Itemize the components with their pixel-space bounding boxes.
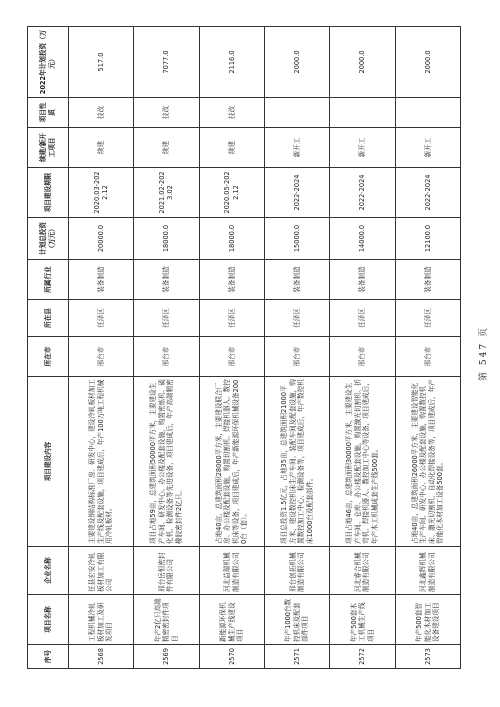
cell-plan-2022: 517.0 xyxy=(69,27,134,98)
cell-content: 占地40亩，总建筑面积28000平方米，主要建设联合厂房、办公楼及配套设施，购置切割机、焊接机器人、数控机床等设备，项目建成后，年产新能源环保机械设备2000台（套）。 xyxy=(199,377,264,547)
header-status: 续建/新开工项目 xyxy=(28,128,69,168)
cell-period: 2022-2024 xyxy=(330,168,395,218)
cell-nature: 技改 xyxy=(134,98,199,128)
cell-seq: 2572 xyxy=(330,645,395,669)
cell-county: 任泽区 xyxy=(199,300,264,337)
cell-content: 项目总投资1.5亿元，占地35亩，总建筑面积21000平方米，建设数控机床生产车间、装配车间及配套设施，购置数控加工中心、检测设备等，项目建成后，年产数控机床1000台及配套部件。 xyxy=(264,377,329,547)
cell-seq: 2569 xyxy=(134,645,199,669)
cell-company: 河北睿合机械制造有限公司 xyxy=(330,547,395,595)
cell-investment: 18000.0 xyxy=(199,218,264,260)
cell-status: 续建 xyxy=(69,128,134,168)
cell-company: 河北益瑞机械制造有限公司 xyxy=(199,547,264,595)
cell-industry: 装备制造 xyxy=(330,260,395,300)
cell-industry: 装备制造 xyxy=(264,260,329,300)
cell-project: 年产2亿只高端精密密封件项目 xyxy=(134,595,199,645)
header-period: 项目建设期限 xyxy=(28,168,69,218)
table-row xyxy=(330,27,395,669)
cell-city: 邢台市 xyxy=(264,337,329,377)
cell-investment: 12100.0 xyxy=(395,218,460,260)
cell-plan-2022: 2000.0 xyxy=(330,27,395,98)
header-content: 项目建设内容 xyxy=(28,377,69,547)
cell-investment: 15000.0 xyxy=(264,218,329,260)
cell-period: 2020.05-2022.12 xyxy=(199,168,264,218)
cell-county: 任泽区 xyxy=(134,300,199,337)
cell-seq: 2568 xyxy=(69,645,134,669)
header-county: 所在县 xyxy=(28,300,69,337)
cell-plan-2022: 2000.0 xyxy=(264,27,329,98)
table-row xyxy=(134,27,199,669)
cell-project: 年产1000台数控机床及配套部件项目 xyxy=(264,595,329,645)
cell-seq: 2573 xyxy=(395,645,460,669)
cell-project: 年产500套智能化木材加工设备建设项目 xyxy=(395,595,460,645)
table-row xyxy=(395,27,460,669)
header-seq: 序号 xyxy=(28,645,69,669)
header-city: 所在市 xyxy=(28,337,69,377)
cell-status: 新开工 xyxy=(264,128,329,168)
cell-seq: 2570 xyxy=(199,645,264,669)
cell-project: 新能源环保机械生产线建设项目 xyxy=(199,595,264,645)
cell-city: 邢台市 xyxy=(395,337,460,377)
cell-company: 河北鑫辉机械制造有限公司 xyxy=(395,547,460,595)
cell-status: 新开工 xyxy=(330,128,395,168)
cell-nature xyxy=(264,98,329,128)
header-plan-2022: 2022年计划投资（万元） xyxy=(28,27,69,98)
cell-city: 邢台市 xyxy=(330,337,395,377)
cell-company: 邢台岳恒密封件有限公司 xyxy=(134,547,199,595)
cell-county: 任泽区 xyxy=(330,300,395,337)
cell-status: 续建 xyxy=(134,128,199,168)
cell-company: 邢台创拓机械制造有限公司 xyxy=(264,547,329,595)
cell-industry: 装备制造 xyxy=(69,260,134,300)
cell-industry: 装备制造 xyxy=(134,260,199,300)
cell-content: 项目占地59亩，总建筑面积50000平方米，主要建设生产车间、研发中心、办公楼及配套设施，购置密炼机、硫化机、检测设备等先进设备，项目建成后，年产高端精密橡胶密封件2亿只。 xyxy=(134,377,199,547)
table-header-row xyxy=(28,27,69,669)
header-project: 项目名称 xyxy=(28,595,69,645)
cell-county: 任泽区 xyxy=(395,300,460,337)
cell-city: 邢台市 xyxy=(69,337,134,377)
project-table xyxy=(27,26,461,669)
cell-investment: 14000.0 xyxy=(330,218,395,260)
cell-project: 工程机械冷轧板材加工及研发项目 xyxy=(69,595,134,645)
cell-nature: 技改 xyxy=(69,98,134,128)
table-row xyxy=(69,27,134,669)
cell-investment: 20000.0 xyxy=(69,218,134,260)
cell-seq: 2571 xyxy=(264,645,329,669)
cell-plan-2022: 2000.0 xyxy=(395,27,460,98)
cell-nature xyxy=(395,98,460,128)
cell-plan-2022: 2116.0 xyxy=(199,27,264,98)
cell-project: 年产500套木工机械生产线项目 xyxy=(330,595,395,645)
cell-county: 任泽区 xyxy=(69,300,134,337)
cell-industry: 装备制造 xyxy=(199,260,264,300)
table-row xyxy=(264,27,329,669)
page-number: 第 547 页 xyxy=(479,326,489,381)
cell-county: 任泽区 xyxy=(264,300,329,337)
cell-city: 邢台市 xyxy=(134,337,199,377)
cell-content: 项目占地46亩，总建筑面积30000平方米，主要建设生产车间、仓库、办公楼及配套设施，购置激光切割机、折弯机、焊接机器人、数控加工中心等设备，项目建成后，年产木工机械成套生产线500套。 xyxy=(330,377,395,547)
cell-content: 占地40亩，总建筑面积26000平方米，主要建设智能化生产车间、研发中心、办公楼及配套设施，购置数控机床、激光切割机、自动化焊接设备等，项目建成后，年产智能化木材加工设备500套。 xyxy=(395,377,460,547)
header-industry: 所属行业 xyxy=(28,260,69,300)
header-nature: 项目性质 xyxy=(28,98,69,128)
cell-nature xyxy=(330,98,395,128)
cell-status: 续建 xyxy=(199,128,264,168)
cell-company: 任县宏安冷轧板材加工有限公司 xyxy=(69,547,134,595)
header-company: 企业名称 xyxy=(28,547,69,595)
header-investment: 计划总投资（万元） xyxy=(28,218,69,260)
cell-plan-2022: 7077.0 xyxy=(134,27,199,98)
cell-period: 2022-2024 xyxy=(395,168,460,218)
cell-period: 2022-2024 xyxy=(264,168,329,218)
cell-period: 2020.03-2022.12 xyxy=(69,168,134,218)
cell-status: 新开工 xyxy=(395,128,460,168)
cell-industry: 装备制造 xyxy=(395,260,460,300)
cell-period: 2021.02-2023.02 xyxy=(134,168,199,218)
table-row xyxy=(199,27,264,669)
cell-nature: 技改 xyxy=(199,98,264,128)
cell-content: 主要建设钢结构标准厂房、研发中心，建设冷轧板材加工生产线及配套设施，项目建成后，年产100万吨工程机械用冷轧板材。 xyxy=(69,377,134,547)
cell-city: 邢台市 xyxy=(199,337,264,377)
cell-investment: 18000.0 xyxy=(134,218,199,260)
